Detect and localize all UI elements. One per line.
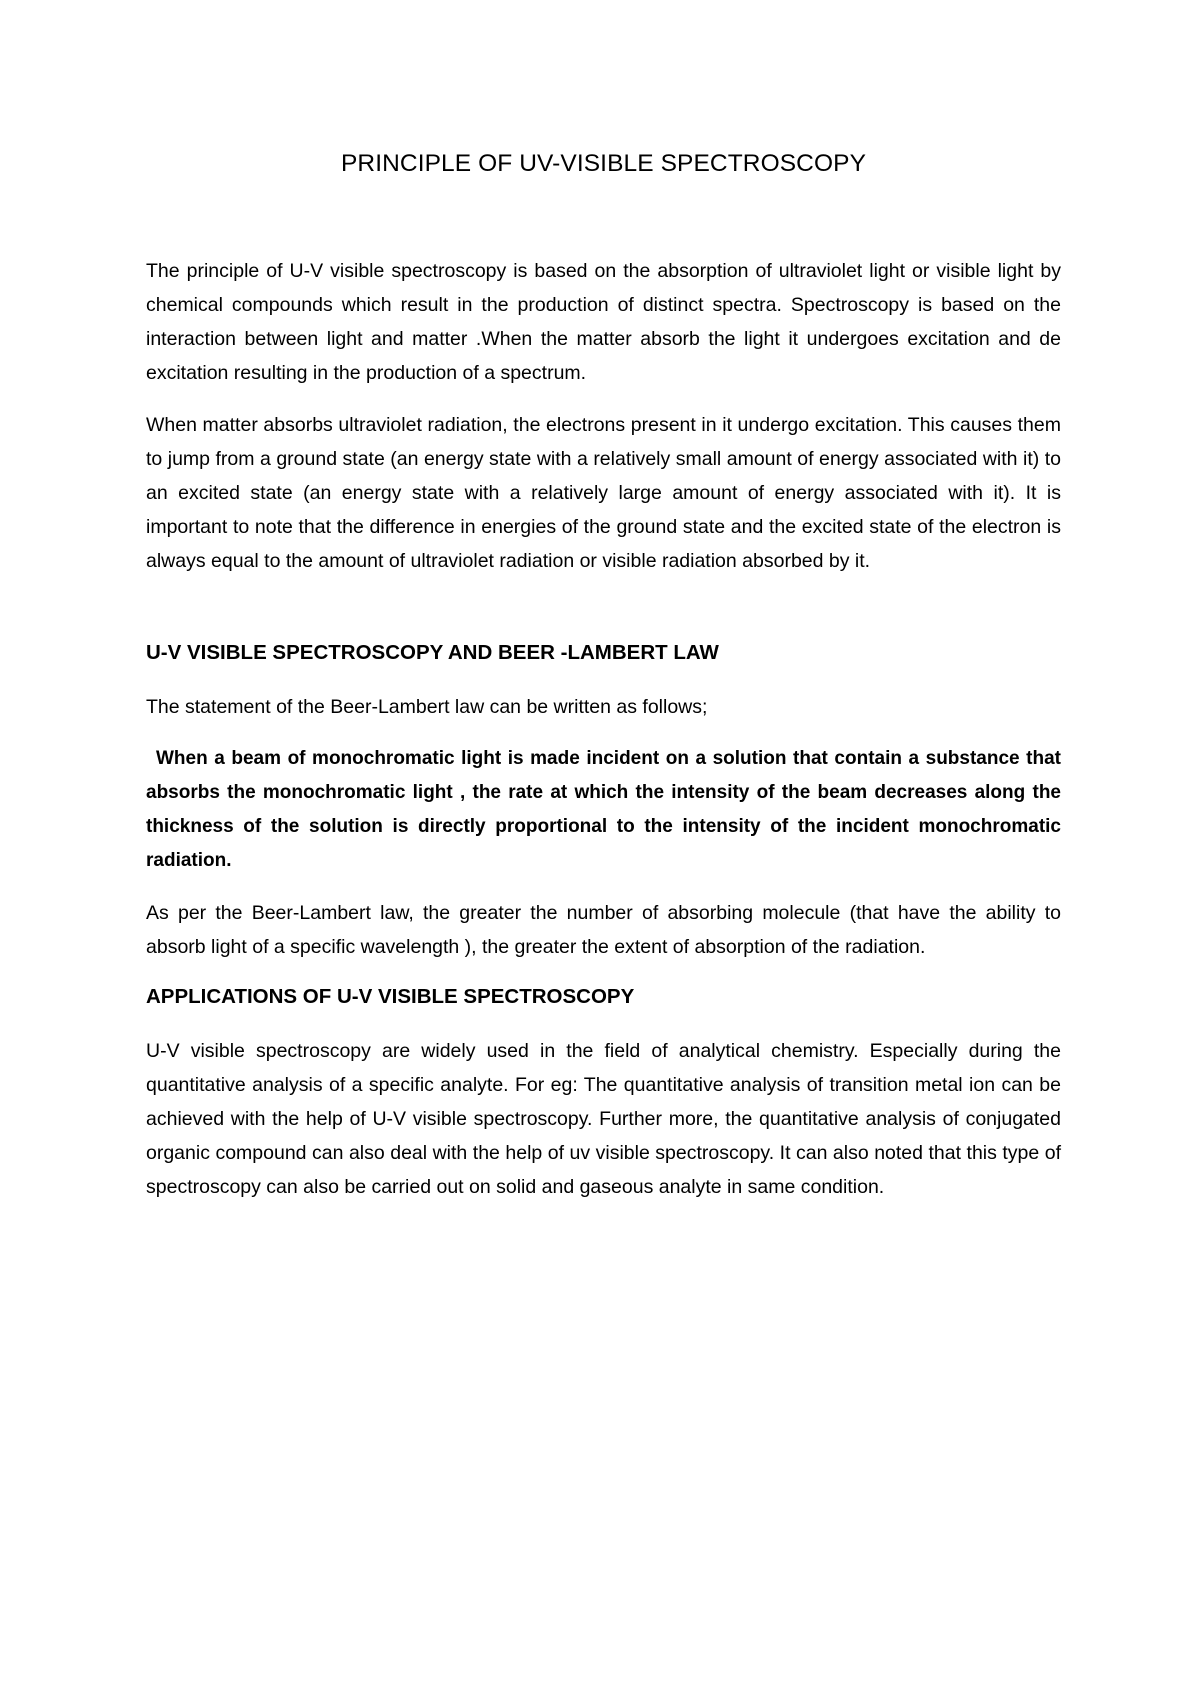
applications-paragraph: U-V visible spectroscopy are widely used in the field of analytical chemistry. Especially during the quantitative analysis of a specific analyte. For eg: The quantitative analysis of transition metal ion can be achieved with the help of U-V visible spectroscopy. Further more, the quantitative analysis of conjugated organic compound can also deal with the help of uv visible spectroscopy. It can also noted that this type of spectroscopy can also be carried out on solid and gaseous analyte in same condition. xyxy=(146,1040,1061,1198)
principle-paragraph: The principle of U-V visible spectroscopy is based on the absorption of ultraviolet light or visible light by chemical compounds which result in the production of distinct spectra. Spectroscopy is based on the interaction between light and matter .When the matter absorb the light it undergoes excitation and de excitation resulting in the production of a spectrum. xyxy=(146,260,1061,384)
applications-heading: APPLICATIONS OF U-V VISIBLE SPECTROSCOPY xyxy=(146,985,635,1008)
excitation-paragraph: When matter absorbs ultraviolet radiation, the electrons present in it undergo excitation. This causes them to jump from a ground state (an energy state with a relatively small amount of energy associated with it) to an excited state (an energy state with a relatively large amount of energy associated with it). It is important to note that the difference in energies of the ground state and the excited state of the electron is always equal to the amount of ultraviolet radiation or visible radiation absorbed by it. xyxy=(146,414,1061,572)
beer-lambert-intro: The statement of the Beer-Lambert law can be written as follows; xyxy=(146,696,708,718)
document-content xyxy=(146,150,1061,1222)
beer-lambert-statement: When a beam of monochromatic light is made incident on a solution that contain a substance that absorbs the monochromatic light , the rate at which the intensity of the beam decreases along the thickness of the solution is directly proportional to the intensity of the incident monochromatic radiation. xyxy=(146,748,1061,871)
beer-lambert-explanation: As per the Beer-Lambert law, the greater the number of absorbing molecule (that have the ability to absorb light of a specific wavelength ), the greater the extent of absorption of the radiation. xyxy=(146,902,1061,958)
document-title: PRINCIPLE OF UV-VISIBLE SPECTROSCOPY xyxy=(340,150,867,177)
beer-lambert-heading: U-V VISIBLE SPECTROSCOPY AND BEER -LAMBERT LAW xyxy=(146,641,719,664)
